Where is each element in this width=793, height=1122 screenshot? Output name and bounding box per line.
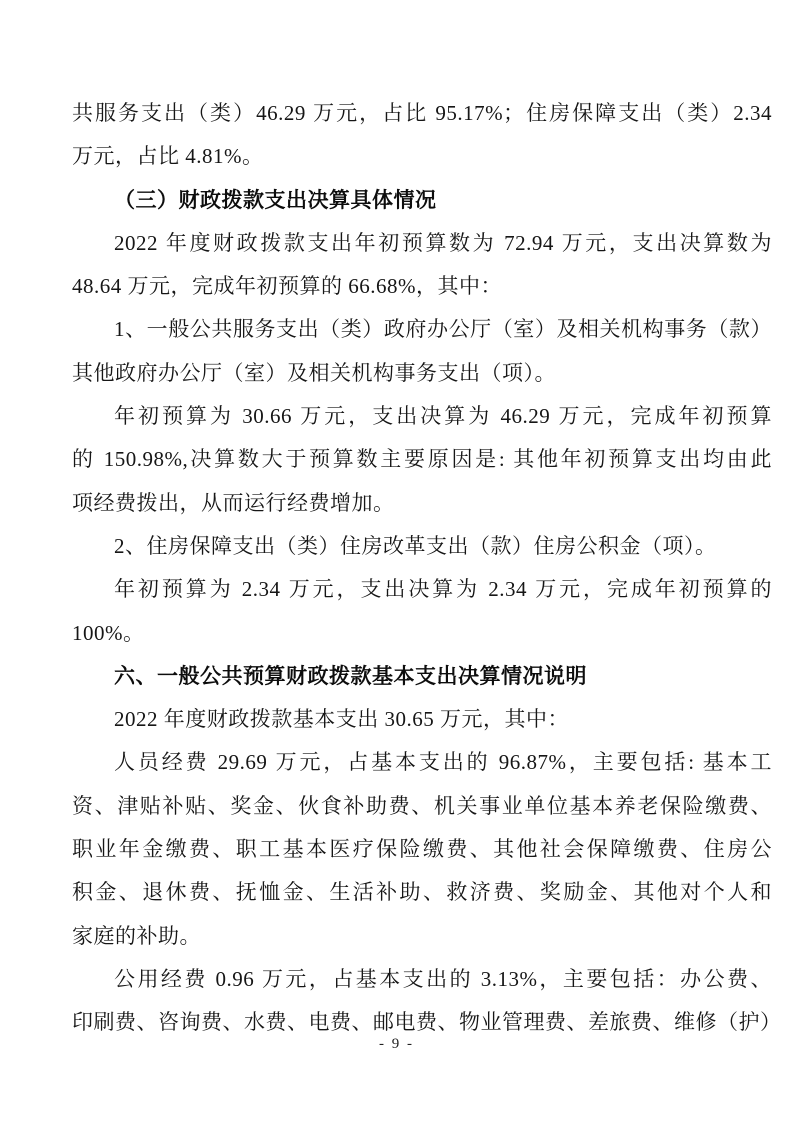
text-line: 万元，占比 4.81%。 [72,144,264,169]
text-line: 家庭的补助。 [72,923,201,948]
text-line: 2、住房保障支出（类）住房改革支出（款）住房公积金（项）。 [114,533,717,558]
body-paragraph [72,568,772,655]
text-line: 其他政府办公厅（室）及相关机构事务支出（项）。 [72,360,556,385]
text-line: 积金、退休费、抚恤金、生活补助、救济费、奖励金、其他对个人和 [72,880,772,905]
body-paragraph [72,525,772,568]
body-paragraph [72,958,782,1045]
text-line: 100%。 [72,620,145,645]
section-heading [72,655,772,698]
text-line: 48.64 万元，完成年初预算的 66.68%，其中： [72,274,502,299]
body-paragraph [72,741,772,957]
section-heading [72,179,772,222]
text-line: 年初预算为 2.34 万元，支出决算为 2.34 万元，完成年初预算的 [114,577,772,602]
text-line: 公用经费 0.96 万元，占基本支出的 3.13%，主要包括：办公费、 [114,966,772,991]
text-line: 印刷费、咨询费、水费、电费、邮电费、物业管理费、差旅费、维修（护） [72,1010,782,1035]
text-line: 项经费拨出，从而运行经费增加。 [72,490,395,515]
text-line: 2022 年度财政拨款支出年初预算数为 72.94 万元，支出决算数为 [114,230,772,255]
text-line: （三）财政拨款支出决算具体情况 [114,187,437,212]
body-paragraph [72,222,772,309]
body-paragraph [72,92,772,179]
text-line: 职业年金缴费、职工基本医疗保险缴费、其他社会保障缴费、住房公 [72,837,772,862]
text-line: 资、津贴补贴、奖金、伙食补助费、机关事业单位基本养老保险缴费、 [72,793,772,818]
page-number: - 9 - [379,1036,414,1052]
text-line: 1、一般公共服务支出（类）政府办公厅（室）及相关机构事务（款） [114,317,772,342]
text-line: 人员经费 29.69 万元，占基本支出的 96.87%，主要包括: 基本工 [114,750,772,775]
text-line: 六、一般公共预算财政拨款基本支出决算情况说明 [114,663,587,688]
text-line: 的 150.98%,决算数大于预算数主要原因是: 其他年初预算支出均由此 [72,447,772,472]
text-line: 年初预算为 30.66 万元，支出决算为 46.29 万元，完成年初预算 [114,404,772,429]
body-paragraph [72,395,772,525]
body-paragraph [72,698,772,741]
text-line: 共服务支出（类）46.29 万元，占比 95.17%；住房保障支出（类）2.34 [72,101,772,125]
text-line: 2022 年度财政拨款基本支出 30.65 万元，其中： [114,707,569,732]
document-body [72,92,782,1045]
body-paragraph [72,308,772,395]
